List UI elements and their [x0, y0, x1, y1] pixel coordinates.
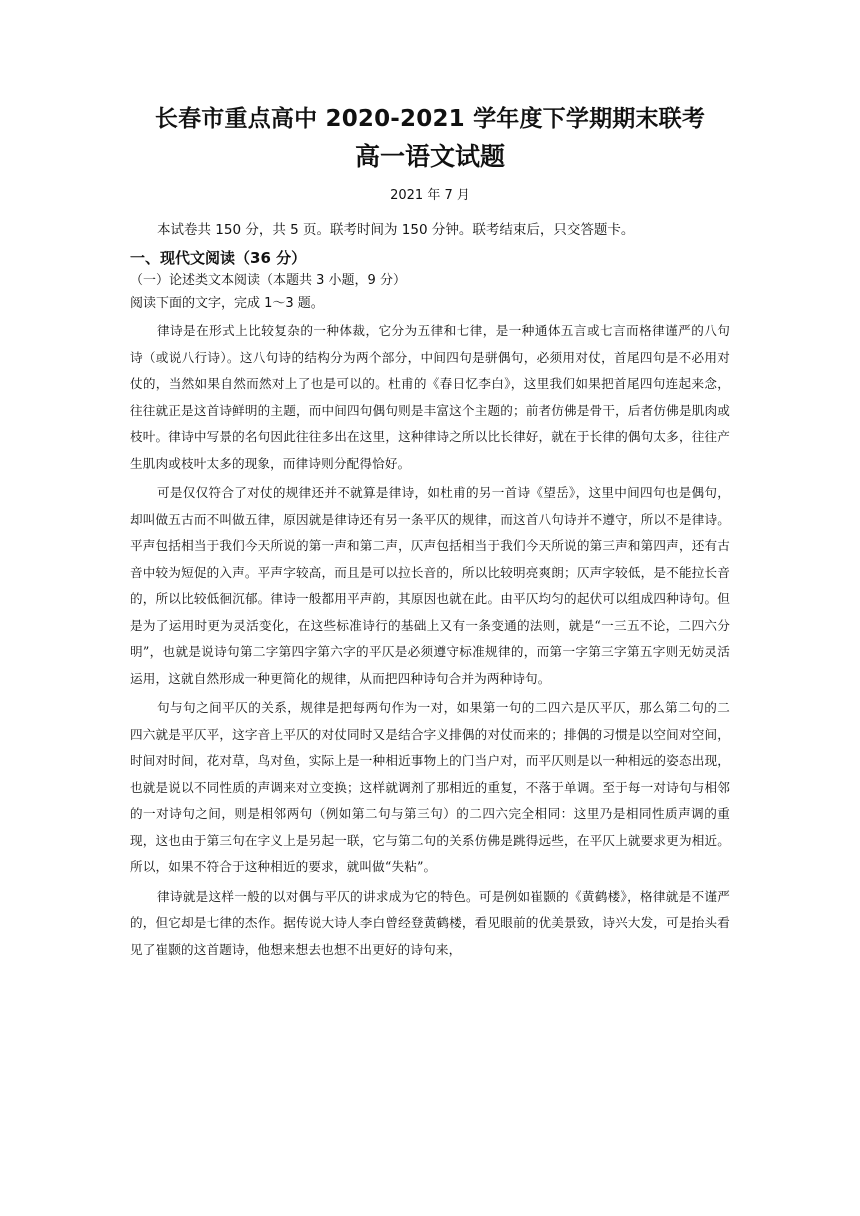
- passage-paragraph-3: 句与句之间平仄的关系，规律是把每两句作为一对，如果第一句的二四六是仄平仄，那么第二句的二四六就是平仄平，这字音上平仄的对仗同时又是结合字义排偶的对仗而来的；排偶的习惯是以空间对空间，时间对时间，花对草，鸟对鱼，实际上是一种相近事物上的门当户对，而平仄则是以一种相远的姿态出现，也就是说以不同性质的声调来对立变换；这样就调剂了那相近的重复，不落于单调。至于每一对诗句与相邻的一对诗句之间，则是相邻两句（例如第二句与第三句）的二四六完全相同：这里乃是相同性质声调的重现，这也由于第三句在字义上是另起一联，它与第二句的关系仿佛是跳得远些，在平仄上就要求更为相近。所以，如果不符合于这种相近的要求，就叫做“失粘”。: [130, 700, 730, 874]
- exam-page: [130, 104, 730, 963]
- section-heading: 一、现代文阅读（36 分）: [130, 249, 307, 267]
- exam-subtitle: 高一语文试题: [354, 142, 505, 171]
- passage-paragraph-2: 可是仅仅符合了对仗的规律还并不就算是律诗，如杜甫的另一首诗《望岳》，这里中间四句也是偶句，却叫做五古而不叫做五律，原因就是律诗还有另一条平仄的规律，而这首八句诗并不遵守，所以不是律诗。平声包括相当于我们今天所说的第一声和第二声，仄声包括相当于我们今天所说的第三声和第四声，还有古音中较为短促的入声。平声字较高，而且是可以拉长音的，所以比较明亮爽朗；仄声字较低，是不能拉长音的，所以比较低徊沉郁。律诗一般都用平声韵，其原因也就在此。由平仄均匀的起伏可以组成四种诗句。但是为了运用时更为灵活变化，在这些标准诗行的基础上又有一条变通的法则，就是“一三五不论，二四六分明”，也就是说诗句第二字第四字第六字的平仄是必须遵守标准规律的，而第一字第三字第五字则无妨灵活运用，这就自然形成一种更简化的规律，从而把四种诗句合并为两种诗句。: [130, 485, 730, 686]
- exam-date: 2021 年 7 月: [390, 188, 470, 203]
- passage-paragraph-4: 律诗就是这样一般的以对偶与平仄的讲求成为它的特色。可是例如崔颢的《黄鹤楼》，格律就是不谨严的，但它却是七律的杰作。据传说大诗人李白曾经登黄鹤楼，看见眼前的优美景致，诗兴大发，可是抬头看见了崔颢的这首题诗，他想来想去也想不出更好的诗句来，: [130, 888, 730, 957]
- exam-intro: 本试卷共 150 分，共 5 页。联考时间为 150 分钟。联考结束后，只交答题卡。: [157, 222, 635, 238]
- section-subheading: （一）论述类文本阅读（本题共 3 小题，9 分）: [130, 273, 406, 288]
- reading-instruction: 阅读下面的文字，完成 1～3 题。: [130, 296, 324, 311]
- passage-paragraph-1: 律诗是在形式上比较复杂的一种体裁，它分为五律和七律，是一种通体五言或七言而格律谨严的八句诗（或说八行诗）。这八句诗的结构分为两个部分，中间四句是骈偶句，必须用对仗，首尾四句是不必用对仗的，当然如果自然而然对上了也是可以的。杜甫的《春日忆李白》，这里我们如果把首尾四句连起来念，往往就正是这首诗鲜明的主题，而中间四句偶句则是丰富这个主题的；前者仿佛是骨干，后者仿佛是肌肉或枝叶。律诗中写景的名句因此往往多出在这里，这种律诗之所以比长律好，就在于长律的偶句太多，往往产生肌肉或枝叶太多的现象，而律诗则分配得恰好。: [130, 323, 730, 471]
- exam-title: 长春市重点高中 2020-2021 学年度下学期期末联考: [154, 106, 706, 132]
